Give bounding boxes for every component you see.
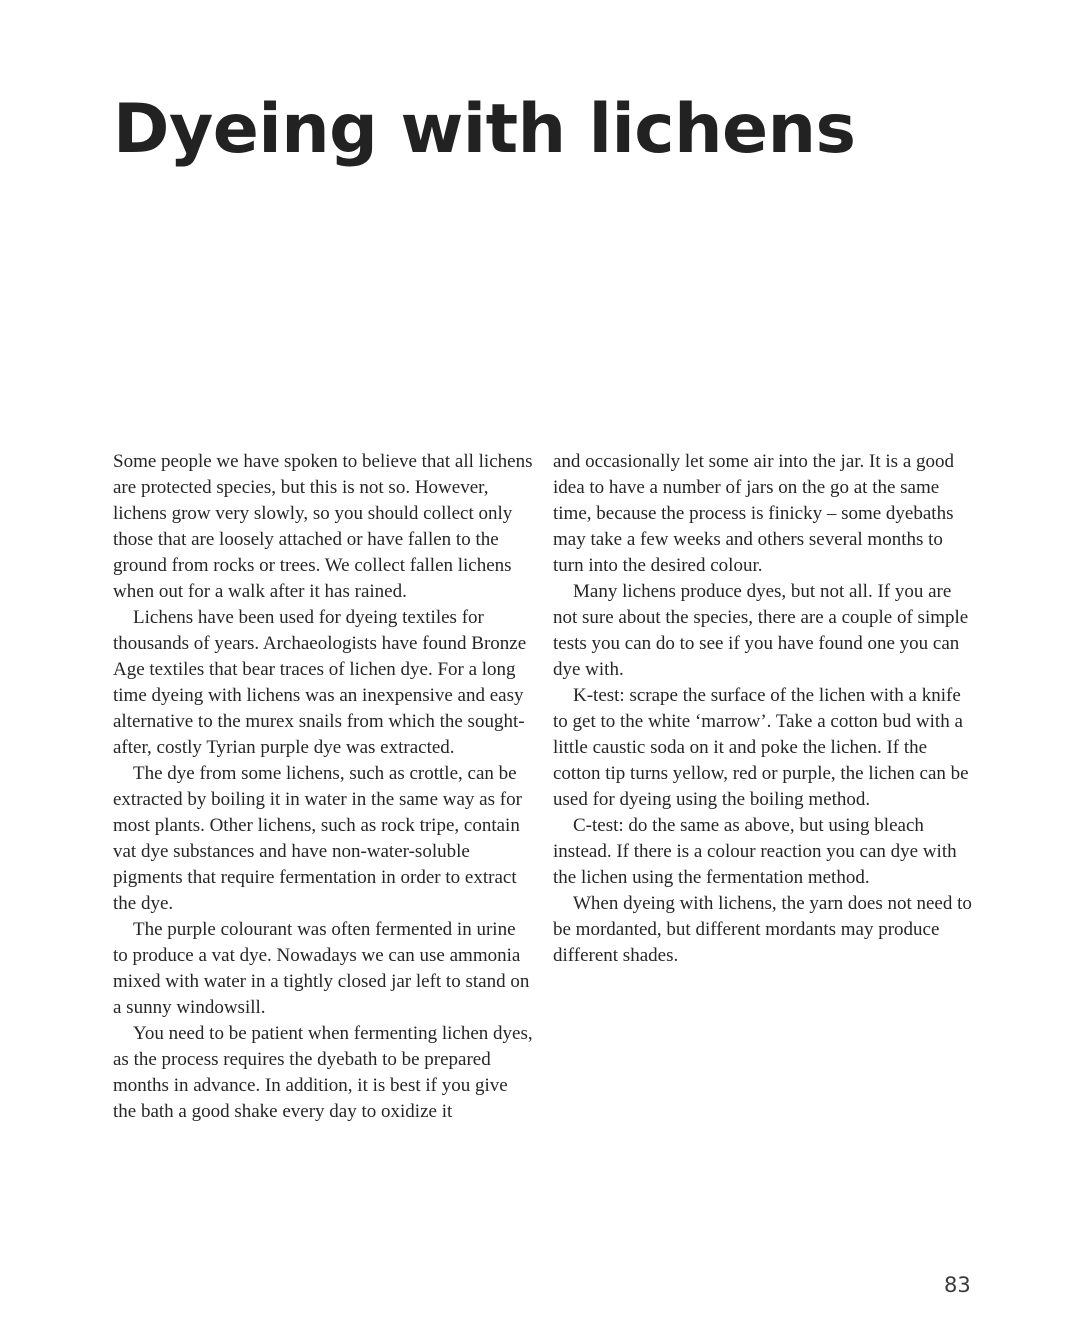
paragraph: K-test: scrape the surface of the lichen with a knife to get to the white ‘marrow’. Take a cotton bud with a little caustic soda on it and poke the lichen. If the cotton tip turns yellow, red or purple, the lichen can be used for dyeing using the boiling method. xyxy=(553,685,969,810)
page-number: 83 xyxy=(944,1273,971,1297)
paragraph: The purple colourant was often fermented in urine to produce a vat dye. Nowadays we can use ammonia mixed with water in a tightly closed jar left to stand on a sunny windowsill. xyxy=(113,919,530,1018)
paragraph: Many lichens produce dyes, but not all. If you are not sure about the species, there are a couple of simple tests you can do to see if you have found one you can dye with. xyxy=(553,581,969,680)
paragraph: The dye from some lichens, such as crottle, can be extracted by boiling it in water in the same way as for most plants. Other lichens, such as rock tripe, contain vat dye substances and have non-water-soluble pigments that require fermentation in order to extract the dye. xyxy=(113,763,522,914)
paragraph: and occasionally let some air into the jar. It is a good idea to have a number of jars on the go at the same time, because the process is finicky – some dyebaths may take a few weeks and others several months to turn into the desired colour. xyxy=(553,451,955,576)
paragraph: Lichens have been used for dyeing textiles for thousands of years. Archaeologists have found Bronze Age textiles that bear traces of lichen dye. For a long time dyeing with lichens was an inexpensive and easy alternative to the murex snails from which the sought-after, costly Tyrian purple dye was extracted. xyxy=(113,607,527,758)
body-column-left xyxy=(113,449,533,1125)
paragraph: When dyeing with lichens, the yarn does not need to be mordanted, but different mordants may produce different shades. xyxy=(553,893,972,966)
body-column-right xyxy=(553,449,973,969)
paragraph: You need to be patient when fermenting lichen dyes, as the process requires the dyebath to be prepared months in advance. In addition, it is best if you give the bath a good shake every day to oxidize it xyxy=(113,1023,533,1122)
paragraph: C-test: do the same as above, but using bleach instead. If there is a colour reaction you can dye with the lichen using the fermentation method. xyxy=(553,815,957,888)
page-title: Dyeing with lichens xyxy=(113,90,856,169)
paragraph: Some people we have spoken to believe that all lichens are protected species, but this is not so. However, lichens grow very slowly, so you should collect only those that are loosely attached or have fallen to the ground from rocks or trees. We collect fallen lichens when out for a walk after it has rained. xyxy=(113,451,533,602)
